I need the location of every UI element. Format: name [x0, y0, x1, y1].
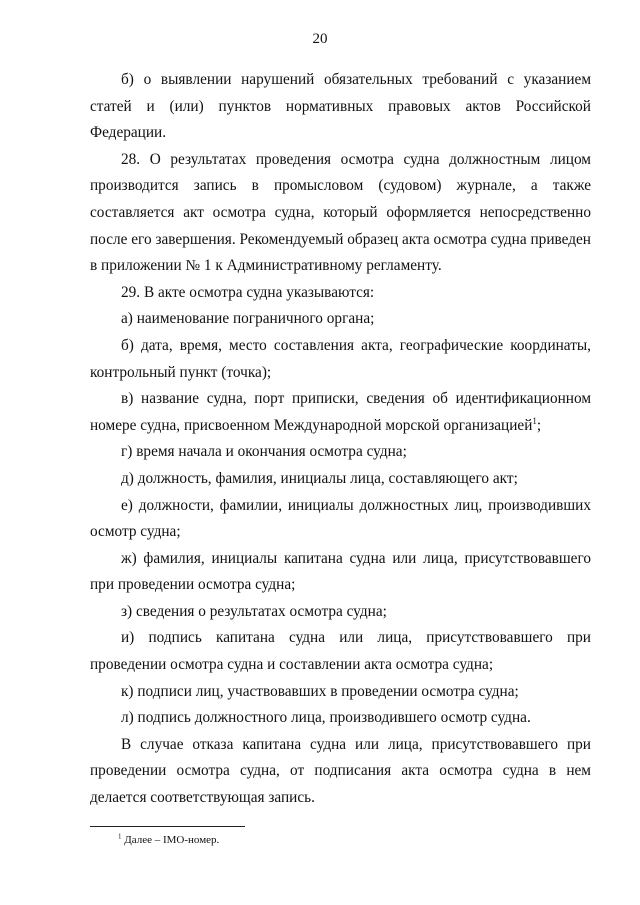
- list-item-d: д) должность, фамилия, инициалы лица, составляющего акт;: [121, 469, 518, 487]
- paragraph-29: 29. В акте осмотра судна указываются:: [121, 283, 375, 301]
- footnote: [118, 833, 219, 847]
- list-item-v: [90, 386, 591, 439]
- list-item-e: е) должности, фамилии, инициалы должностных лиц, производивших осмотр судна;: [90, 496, 591, 541]
- paragraph-28: 28. О результатах проведения осмотра судна должностным лицом производится запись в промысловом (судовом) журнале, а также составляется акт осмотра судна, который оформляется непосредственно после его завершения. Рекомендуемый образец акта осмотра судна приведен в приложении № 1 к Административному регламенту.: [90, 150, 591, 275]
- list-item-v-text: в) название судна, порт приписки, сведения об идентификационном номере судна, присвоенном Международной морской организацией: [90, 390, 591, 434]
- footnote-divider: [90, 826, 245, 827]
- document-body: [90, 67, 591, 812]
- footnote-reference: 1: [532, 415, 537, 426]
- paragraph-refusal: В случае отказа капитана судна или лица, присутствовавшего при проведении осмотра судна, от подписания акта осмотра судна в нем делается соответствующая запись.: [90, 735, 591, 807]
- list-item-k: к) подписи лиц, участвовавших в проведении осмотра судна;: [121, 682, 519, 700]
- list-item-b: б) дата, время, место составления акта, географические координаты, контрольный пункт (точка);: [90, 336, 591, 381]
- list-item-l: л) подпись должностного лица, производившего осмотр судна.: [121, 709, 531, 727]
- footnote-marker: 1: [118, 832, 122, 841]
- list-item-a: а) наименование пограничного органа;: [121, 310, 375, 328]
- list-item-z: з) сведения о результатах осмотра судна;: [121, 602, 387, 620]
- footnote-text: Далее – IMO-номер.: [124, 834, 220, 846]
- paragraph-item-b-violations: б) о выявлении нарушений обязательных требований с указанием статей и (или) пунктов нормативных правовых актов Российской Федерации.: [90, 71, 591, 142]
- list-item-i: и) подпись капитана судна или лица, присутствовавшего при проведении осмотра судна и составлении акта осмотра судна;: [90, 629, 591, 674]
- list-item-g: г) время начала и окончания осмотра судна;: [121, 443, 407, 461]
- page-number: 20: [312, 31, 328, 47]
- list-item-zh: ж) фамилия, инициалы капитана судна или лица, присутствовавшего при проведении осмотра судна;: [90, 549, 591, 594]
- list-item-v-punctuation: ;: [536, 416, 542, 434]
